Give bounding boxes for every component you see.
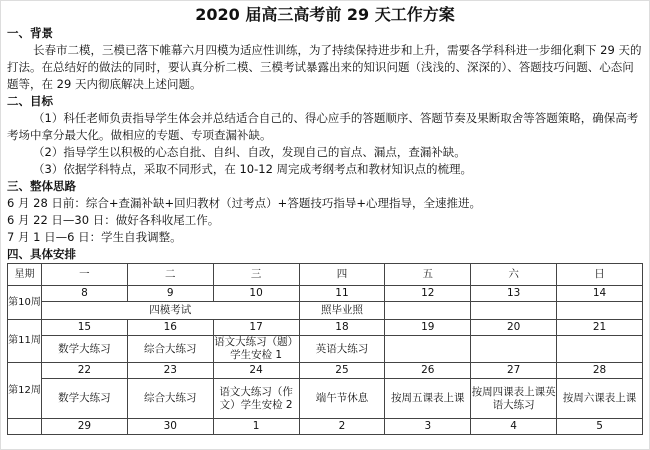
day-header: 五 bbox=[385, 264, 471, 286]
goal-item-1: （1）科任老师负责指导学生体会并总结适合自己的、得心应手的答题顺序、答题节奏及果断取舍等答题策略，确保高考考场中拿分最大化。做相应的专题、专项查漏补缺。 bbox=[7, 111, 639, 142]
day-header: 六 bbox=[471, 264, 557, 286]
section-heading-schedule: 四、具体安排 bbox=[7, 247, 76, 261]
section-heading-goals: 二、目标 bbox=[7, 94, 53, 108]
span-cell: 照毕业照 bbox=[299, 302, 385, 320]
date-cell: 29 bbox=[42, 419, 128, 435]
date-cell: 23 bbox=[127, 363, 213, 379]
date-cell: 9 bbox=[127, 286, 213, 302]
date-cell: 22 bbox=[42, 363, 128, 379]
date-cell: 5 bbox=[557, 419, 643, 435]
date-cell: 3 bbox=[385, 419, 471, 435]
date-cell: 19 bbox=[385, 320, 471, 336]
date-cell: 4 bbox=[471, 419, 557, 435]
date-cell: 16 bbox=[127, 320, 213, 336]
schedule-table bbox=[7, 263, 643, 435]
schedule-cell: 数学大练习 bbox=[42, 379, 128, 419]
date-cell: 28 bbox=[557, 363, 643, 379]
week-label: 第11周 bbox=[8, 320, 42, 363]
schedule-cell: 按周四课表上课英语大练习 bbox=[471, 379, 557, 419]
date-cell: 20 bbox=[471, 320, 557, 336]
table-row bbox=[8, 336, 643, 363]
day-header: 一 bbox=[42, 264, 128, 286]
schedule-cell: 按周六课表上课 bbox=[557, 379, 643, 419]
date-cell: 21 bbox=[557, 320, 643, 336]
schedule-cell: 语文大练习（作文）学生安检 2 bbox=[213, 379, 299, 419]
schedule-cell: 语文大练习（题）学生安检 1 bbox=[214, 336, 299, 361]
schedule-cell: 按周五课表上课 bbox=[385, 379, 471, 419]
date-cell: 27 bbox=[471, 363, 557, 379]
date-cell: 1 bbox=[213, 419, 299, 435]
schedule-cell: 数学大练习 bbox=[42, 336, 128, 363]
date-cell: 8 bbox=[42, 286, 128, 302]
schedule-cell bbox=[557, 302, 643, 320]
schedule-cell bbox=[385, 336, 471, 363]
corner-cell: 星期 bbox=[8, 264, 42, 286]
date-cell: 11 bbox=[299, 286, 385, 302]
schedule-cell bbox=[471, 336, 557, 363]
day-header: 二 bbox=[127, 264, 213, 286]
date-cell: 26 bbox=[385, 363, 471, 379]
section-heading-approach: 三、整体思路 bbox=[7, 179, 76, 193]
goal-item-3: （3）依据学科特点，采取不同形式，在 10-12 周完成考纲考点和教材知识点的梳理。 bbox=[33, 162, 473, 176]
approach-item-1: 6 月 28 日前：综合+查漏补缺+回归教材（过考点）+答题技巧指导+心理指导，全速推进。 bbox=[7, 196, 481, 210]
date-cell: 2 bbox=[299, 419, 385, 435]
day-header: 日 bbox=[557, 264, 643, 286]
document-title: 2020 届高三高考前 29 天工作方案 bbox=[195, 5, 455, 24]
week-label: 第10周 bbox=[8, 286, 42, 320]
date-cell: 17 bbox=[213, 320, 299, 336]
week-label: 第12周 bbox=[8, 363, 42, 419]
date-cell: 24 bbox=[213, 363, 299, 379]
date-cell: 13 bbox=[471, 286, 557, 302]
day-header: 三 bbox=[213, 264, 299, 286]
table-row bbox=[8, 363, 643, 379]
schedule-cell bbox=[471, 302, 557, 320]
table-row bbox=[8, 320, 643, 336]
week-label bbox=[8, 419, 42, 435]
span-cell: 四模考试 bbox=[42, 302, 300, 320]
schedule-cell: 综合大练习 bbox=[127, 379, 213, 419]
date-cell: 18 bbox=[299, 320, 385, 336]
approach-item-2: 6 月 22 日—30 日：做好各科收尾工作。 bbox=[7, 213, 220, 227]
date-cell: 12 bbox=[385, 286, 471, 302]
goal-item-2: （2）指导学生以积极的心态自批、自纠、自改，发现自己的盲点、漏点，查漏补缺。 bbox=[33, 145, 466, 159]
schedule-cell bbox=[557, 336, 643, 363]
background-paragraph: 长春市二模，三模已落下帷幕六月四模为适应性训练，为了持续保持进步和上升，需要各学科科进一步细化剩下 29 天的打法。在总结好的做法的同时，要认真分析二模、三模考试暴露出来的知识问题（浅浅的、深深的）、答题技巧问题、心态问题等，在 29 天内彻底解决上述问题。 bbox=[7, 43, 642, 91]
date-cell: 25 bbox=[299, 363, 385, 379]
table-row bbox=[8, 286, 643, 302]
schedule-cell: 综合大练习 bbox=[127, 336, 213, 363]
day-header: 四 bbox=[299, 264, 385, 286]
approach-item-3: 7 月 1 日—6 日：学生自我调整。 bbox=[7, 230, 182, 244]
date-cell: 10 bbox=[213, 286, 299, 302]
table-header-row bbox=[8, 264, 643, 286]
table-row bbox=[8, 302, 643, 320]
date-cell: 15 bbox=[42, 320, 128, 336]
table-row bbox=[8, 419, 643, 435]
table-row bbox=[8, 379, 643, 419]
date-cell: 30 bbox=[127, 419, 213, 435]
schedule-cell: 端午节休息 bbox=[299, 379, 385, 419]
section-heading-background: 一、背景 bbox=[7, 26, 53, 40]
schedule-cell: 英语大练习 bbox=[299, 336, 385, 363]
schedule-cell bbox=[385, 302, 471, 320]
date-cell: 14 bbox=[557, 286, 643, 302]
